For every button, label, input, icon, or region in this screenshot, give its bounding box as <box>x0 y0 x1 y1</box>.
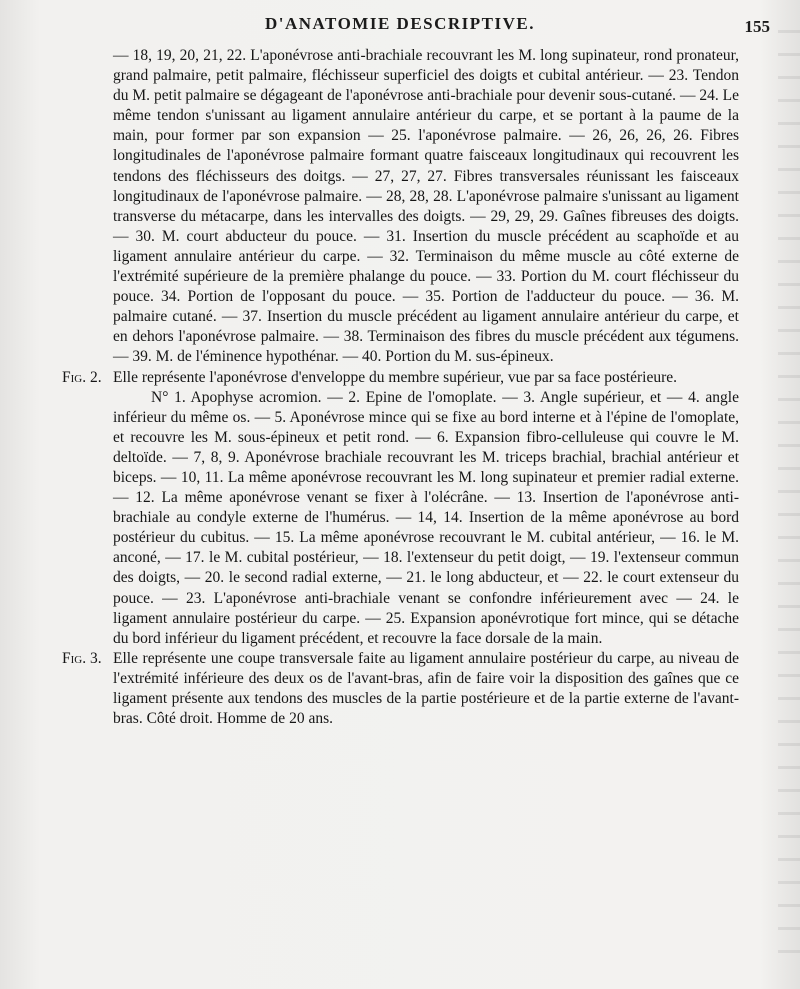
figure-3-label: Fig. 3. <box>62 649 102 667</box>
figure-3-entry <box>62 649 739 729</box>
page-body <box>0 46 800 729</box>
figure-2-label: Fig. 2. <box>62 368 102 386</box>
figure-3-caption: Elle représente une coupe transversale faite au ligament annulaire postérieur du carpe, au niveau de l'extrémité inférieure des deux os de l'avant-bras, afin de faire voir la disposition des gaînes que ce ligament présente aux tendons des muscles de la partie postérieure et de la partie externe de l'avant-bras. Côté droit. Homme de 20 ans. <box>113 649 739 728</box>
figure-2-caption: Elle représente l'aponévrose d'enveloppe du membre supérieur, vue par sa face postérieure. <box>113 368 678 386</box>
figure-1-legend-continuation: — 18, 19, 20, 21, 22. L'aponévrose anti-brachiale recouvrant les M. long supinateur, rond pronateur, grand palmaire, petit palmaire, fléchisseur superficiel des doigts et cubital antérieur. — 23. Tendon du M. petit palmaire se dégageant de l'aponévrose anti-brachiale pour devenir sous-cutané. — 24. Le même tendon s'unissant au ligament annulaire antérieur du carpe, et se portant à la paume de la main, pour former par son expansion — 25. l'aponévrose palmaire. — 26, 26, 26, 26. Fibres longitudinales de l'aponévrose palmaire formant quatre faisceaux longitudinaux qui recouvrent les tendons des fléchisseurs des doitgs. — 27, 27, 27. Fibres transversales réunissant les faisceaux longitudinaux de l'aponévrose palmaire. — 28, 28, 28. L'aponévrose palmaire s'unissant au ligament transverse du métacarpe, dans les intervalles des doigts. — 29, 29, 29. Gaînes fibreuses des doigts. — 30. M. court abducteur du pouce. — 31. Insertion du muscle précédent au scaphoïde et au ligament annulaire antérieur du carpe. — 32. Terminaison du même muscle au côté externe de l'extrémité supérieure de la première phalange du pouce. — 33. Portion du M. court fléchisseur du pouce. 34. Portion de l'opposant du pouce. — 35. Portion de l'adducteur du pouce. — 36. M. palmaire cutané. — 37. Insertion du muscle précédent au ligament annulaire antérieur du carpe, et en dehors l'aponévrose palmaire. — 38. Terminaison des fibres du muscle précédent aux tégumens. — 39. M. de l'éminence hypothénar. — 40. Portion du M. sus-épineux. <box>113 47 739 366</box>
figure-2-entry <box>62 368 739 388</box>
running-head: D'ANATOMIE DESCRIPTIVE. <box>264 14 536 33</box>
page-header <box>0 4 800 34</box>
page-number: 155 <box>744 17 770 36</box>
figure-2-legend: N° 1. Apophyse acromion. — 2. Epine de l'omoplate. — 3. Angle supérieur, et — 4. angle inférieur du même os. — 5. Aponévrose mince qui se fixe au bord interne et à l'épine de l'omoplate, et recouvre les M. sous-épineux et petit rond. — 6. Expansion fibro-celluleuse qui couvre le M. deltoïde. — 7, 8, 9. Aponévrose brachiale recouvrant les M. triceps brachial, brachial antérieur et biceps. — 10, 11. La même aponévrose recouvrant les M. long supinateur et premier radial externe. — 12. La même aponévrose venant se fixer à l'olécrâne. — 13. Insertion de l'aponévrose anti-brachiale au condyle externe de l'humérus. — 14, 14. Insertion de la même aponévrose au bord postérieur du cubitus. — 15. La même aponévrose recouvrant le M. cubital antérieur, — 16. le M. anconé, — 17. le M. cubital postérieur, — 18. l'extenseur du petit doigt, — 19. l'extenseur commun des doigts, — 20. le second radial externe, — 21. le long abducteur, et — 22. le court extenseur du pouce. — 23. L'aponévrose anti-brachiale venant se confondre inférieurement avec — 24. le ligament annulaire postérieur du carpe. — 25. Expansion aponévrotique fort mince, qui se détache du bord inférieur du ligament précédent, et recouvre la face dorsale de la main. <box>113 388 739 647</box>
